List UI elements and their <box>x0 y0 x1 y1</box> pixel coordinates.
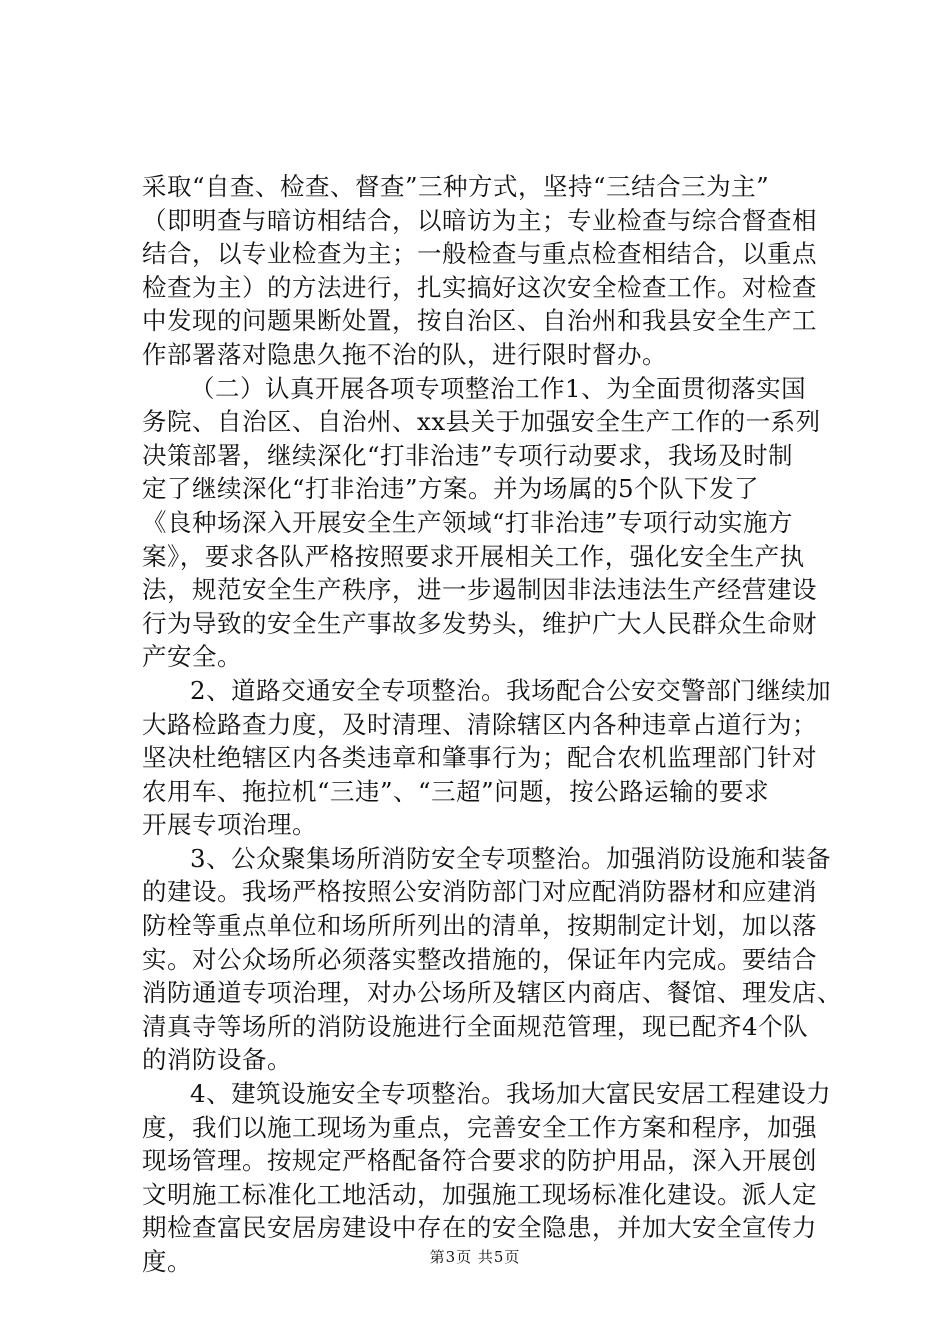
text-line: 定了继续深化“打非治违”方案。并为场属的5个队下发了 <box>142 474 760 504</box>
paragraph <box>142 842 842 1077</box>
text-line: 度，我们以施工现场为重点，完善安全工作方案和程序，加强 <box>142 1112 817 1142</box>
text-line: 的建设。我场严格按照公安消防部门对应配消防器材和应建消 <box>142 877 817 907</box>
text-line: 消防通道专项治理，对办公场所及辖区内商店、餐馆、理发店、 <box>142 978 842 1008</box>
text-line: 坚决杜绝辖区内各类违章和肇事行为；配合农机监理部门针对 <box>142 743 817 773</box>
paragraph <box>142 674 838 842</box>
text-line: 度。 <box>142 1247 192 1276</box>
paragraph <box>142 372 838 674</box>
text-line: （二）认真开展各项专项整治工作1、为全面贯彻落实国 <box>190 373 807 403</box>
text-line: 检查为主）的方法进行，扎实搞好这次安全检查工作。对检查 <box>142 272 817 302</box>
text-line: 农用车、拖拉机“三违”、“三超”问题，按公路运输的要求 <box>142 776 770 806</box>
text-line: 文明施工标准化工地活动，加强施工现场标准化建设。派人定 <box>142 1179 817 1209</box>
text-line: 大路检路查力度，及时清理、清除辖区内各种违章占道行为； <box>142 709 817 739</box>
text-line: 现场管理。按规定严格配备符合要求的防护用品，深入开展创 <box>142 1146 817 1176</box>
text-line: 行为导致的安全生产事故多发势头，维护广大人民群众生命财 <box>142 608 817 638</box>
text-line: 防栓等重点单位和场所所列出的清单，按期制定计划，加以落 <box>142 911 817 941</box>
text-line: 法，规范安全生产秩序，进一步遏制因非法违法生产经营建设 <box>142 575 817 605</box>
text-line: 务院、自治区、自治州、xx县关于加强安全生产工作的一系列 <box>142 407 821 437</box>
text-line: 中发现的问题果断处置，按自治区、自治州和我县安全生产工 <box>142 306 817 336</box>
text-line: 实。对公众场所必须落实整改措施的，保证年内完成。要结合 <box>142 944 817 974</box>
text-line: 产安全。 <box>142 642 242 672</box>
text-line: 结合，以专业检查为主；一般检查与重点检查相结合，以重点 <box>142 239 817 269</box>
text-line: 开展专项治理。 <box>142 810 317 840</box>
text-line: 4、建筑设施安全专项整治。我场加大富民安居工程建设力 <box>190 1079 832 1109</box>
text-line: 采取“自查、检查、督查”三种方式，坚持“三结合三为主” <box>142 172 770 201</box>
page-number-footer: 第3页 共5页 <box>429 1248 521 1266</box>
text-line: 期检查富民安居房建设中存在的安全隐患，并加大安全宣传力 <box>142 1213 817 1243</box>
text-line: 清真寺等场所的消防设施进行全面规范管理，现已配齐4个队 <box>142 1011 809 1041</box>
text-line: 作部署落对隐患久拖不治的队，进行限时督办。 <box>142 339 667 369</box>
text-line: 的消防设备。 <box>142 1045 292 1075</box>
body-text <box>142 170 842 1279</box>
text-line: 决策部署，继续深化“打非治违”专项行动要求，我场及时制 <box>142 440 794 470</box>
text-line: 2、道路交通安全专项整治。我场配合公安交警部门继续加 <box>190 675 832 705</box>
text-line: （即明查与暗访相结合，以暗访为主；专业检查与综合督查相 <box>142 205 817 235</box>
text-line: 案》，要求各队严格按照要求开展相关工作，强化安全生产执 <box>142 541 805 571</box>
text-line: 《良种场深入开展安全生产领域“打非治违”专项行动实施方 <box>142 507 794 537</box>
paragraph <box>142 170 838 372</box>
text-line: 3、公众聚集场所消防安全专项整治。加强消防设施和装备 <box>190 843 832 873</box>
